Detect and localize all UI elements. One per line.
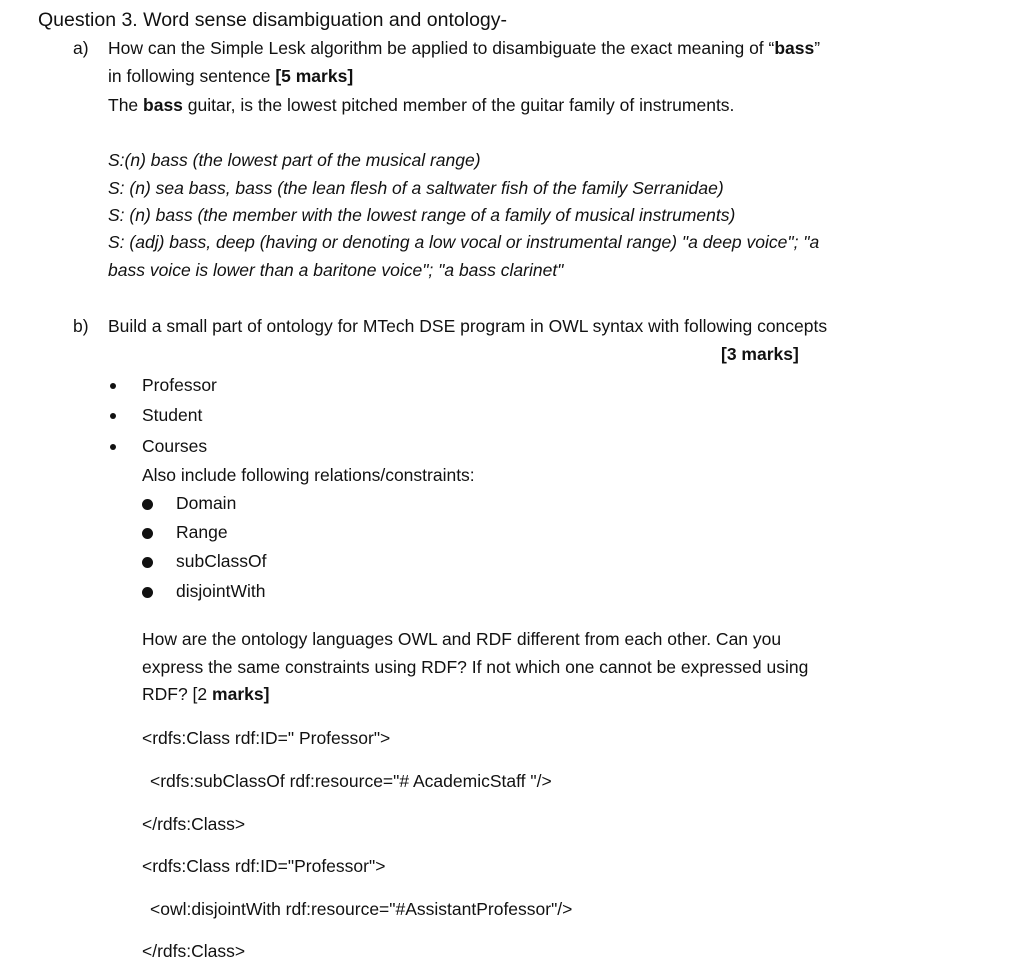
sentence-keyword: bass bbox=[143, 95, 183, 115]
relation-item: Domain bbox=[176, 493, 237, 513]
bullet-icon bbox=[142, 499, 153, 510]
concept-item: Courses bbox=[142, 436, 208, 456]
marks-label: marks] bbox=[212, 684, 270, 704]
bullet-icon bbox=[142, 587, 153, 598]
quote-close: ” bbox=[814, 38, 821, 58]
question-text: RDF? [2 bbox=[142, 684, 213, 704]
part-b-marks: [3 marks] bbox=[721, 344, 799, 364]
part-b-question2-line3 bbox=[142, 684, 269, 705]
example-sentence bbox=[108, 95, 734, 116]
question-text: How can the Simple Lesk algorithm be applied to disambiguate the exact meaning of “ bbox=[108, 38, 775, 58]
concept-item: Student bbox=[142, 405, 203, 425]
code-line: <rdfs:subClassOf rdf:resource="# AcademicStaff "/> bbox=[150, 771, 552, 791]
bullet-icon bbox=[110, 383, 116, 389]
sense-4: S: (adj) bass, deep (having or denoting a low vocal or instrumental range) "a deep voice"; "a bbox=[108, 232, 820, 252]
bullet-icon bbox=[110, 444, 116, 450]
part-b-question2-line1: How are the ontology languages OWL and RDF different from each other. Can you bbox=[142, 629, 782, 649]
part-a-label: a) bbox=[73, 38, 89, 58]
question-text: in following sentence bbox=[108, 66, 276, 86]
code-line: <owl:disjointWith rdf:resource="#AssistantProfessor"/> bbox=[150, 899, 573, 919]
sense-2: S: (n) sea bass, bass (the lean flesh of a saltwater fish of the family Serranidae) bbox=[108, 178, 724, 198]
page-title: Question 3. Word sense disambiguation and ontology- bbox=[38, 9, 508, 31]
sentence-text: guitar, is the lowest pitched member of the guitar family of instruments. bbox=[182, 95, 735, 115]
relation-item: Range bbox=[176, 522, 228, 542]
concept-item: Professor bbox=[142, 375, 217, 395]
sense-4-continued: bass voice is lower than a baritone voice"; "a bass clarinet" bbox=[108, 260, 564, 280]
part-b-label: b) bbox=[73, 316, 89, 336]
relation-item: disjointWith bbox=[176, 581, 266, 601]
code-line: <rdfs:Class rdf:ID="Professor"> bbox=[142, 856, 386, 876]
marks-label: [5 marks] bbox=[275, 66, 354, 86]
bullet-icon bbox=[142, 557, 153, 568]
sentence-text: The bbox=[108, 95, 144, 115]
code-line: <rdfs:Class rdf:ID=" Professor"> bbox=[142, 728, 391, 748]
code-line: </rdfs:Class> bbox=[142, 941, 246, 961]
part-a-question-line2 bbox=[108, 66, 353, 87]
part-b-question2-line2: express the same constraints using RDF? If not which one cannot be expressed using bbox=[142, 657, 809, 677]
relation-item: subClassOf bbox=[176, 551, 267, 571]
code-line: </rdfs:Class> bbox=[142, 814, 246, 834]
sense-1: S:(n) bass (the lowest part of the musical range) bbox=[108, 150, 481, 170]
sense-3: S: (n) bass (the member with the lowest range of a family of musical instruments) bbox=[108, 205, 736, 225]
part-b-question-line1: Build a small part of ontology for MTech DSE program in OWL syntax with following concepts bbox=[108, 316, 828, 336]
keyword-bass: bass bbox=[774, 38, 815, 58]
bullet-icon bbox=[142, 528, 153, 539]
relations-intro: Also include following relations/constraints: bbox=[142, 465, 475, 485]
part-a-question-line1 bbox=[108, 38, 820, 59]
bullet-icon bbox=[110, 413, 116, 419]
